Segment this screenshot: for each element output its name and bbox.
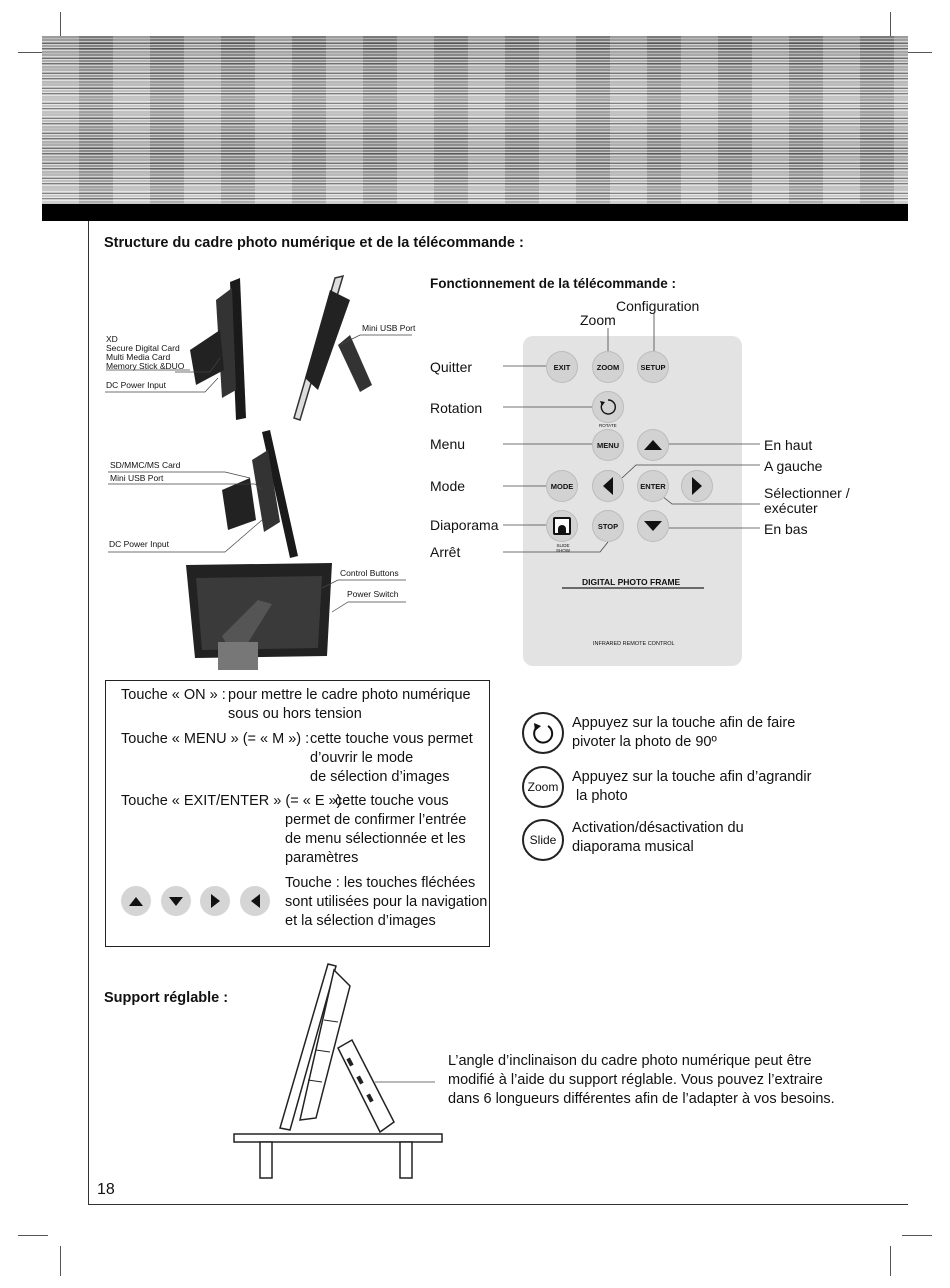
right-arrow-icon <box>211 894 220 908</box>
down-arrow-icon <box>644 521 662 531</box>
key-exit-label: Touche « EXIT/ENTER » (= « E ») : <box>121 793 350 809</box>
zoom-button[interactable]: ZOOM <box>592 351 624 383</box>
label-quitter: Quitter <box>430 359 473 375</box>
key-arrow-desc-2: sont utilisées pour la navigation <box>285 894 488 910</box>
label-zoom: Zoom <box>580 312 616 328</box>
label-en-bas: En bas <box>764 521 808 537</box>
label-configuration: Configuration <box>616 298 700 314</box>
label-rotation: Rotation <box>430 400 483 416</box>
support-heading: Support réglable : <box>104 990 229 1006</box>
up-button[interactable] <box>637 429 669 461</box>
rotate-note-1: Appuyez sur la touche afin de faire <box>572 715 796 731</box>
label-a-gauche: A gauche <box>764 458 823 474</box>
slide-note-2: diaporama musical <box>572 839 694 855</box>
label-mmc: Multi Media Card <box>106 352 171 362</box>
arrow-up-key <box>121 886 151 916</box>
key-exit-desc-1: cette touche vous <box>335 793 449 809</box>
label-sd: Secure Digital Card <box>106 343 180 353</box>
key-exit-desc-3: de menu sélectionnée et les <box>285 831 466 847</box>
zoom-note-2: la photo <box>572 788 628 804</box>
right-button[interactable] <box>681 470 713 502</box>
rotate-button[interactable] <box>592 391 624 423</box>
setup-button[interactable]: SETUP <box>637 351 669 383</box>
key-menu-label: Touche « MENU » (= « M ») : <box>121 731 310 747</box>
remote-brand: DIGITAL PHOTO FRAME <box>582 577 681 587</box>
label-dc-power-2: DC Power Input <box>109 539 169 549</box>
support-text-2: modifié à l’aide du support réglable. Vous pouvez l’extraire <box>448 1072 823 1088</box>
left-arrow-icon <box>603 477 613 495</box>
label-ms: Memory Stick &DUO <box>106 361 185 371</box>
stop-button[interactable]: STOP <box>592 510 624 542</box>
key-menu-desc-3: de sélection d’images <box>310 769 450 785</box>
key-exit-desc-2: permet de confirmer l’entrée <box>285 812 467 828</box>
key-exit-desc-4: paramètres <box>285 850 359 866</box>
down-arrow-icon <box>169 897 183 906</box>
slide-icon: Slide <box>522 819 564 861</box>
slideshow-small-label: SLIDE SHOW <box>556 543 570 553</box>
up-arrow-icon <box>644 440 662 450</box>
label-diaporama: Diaporama <box>430 517 499 533</box>
rotate-note-2: pivoter la photo de 90º <box>572 734 717 750</box>
remote-heading: Fonctionnement de la télécommande : <box>430 276 677 291</box>
label-executer: exécuter <box>764 500 818 516</box>
slideshow-icon <box>553 517 571 535</box>
label-mini-usb-1: Mini USB Port <box>362 323 416 333</box>
label-power-switch: Power Switch <box>347 589 399 599</box>
mode-button[interactable]: MODE <box>546 470 578 502</box>
rotate-icon <box>598 397 618 417</box>
slideshow-button[interactable] <box>546 510 578 542</box>
label-xd: XD <box>106 334 118 344</box>
key-arrow-desc-3: et la sélection d’images <box>285 913 436 929</box>
exit-button[interactable]: EXIT <box>546 351 578 383</box>
zoom-note-1: Appuyez sur la touche afin d’agrandir <box>572 769 812 785</box>
key-menu-desc-2: d’ouvrir le mode <box>310 750 414 766</box>
right-arrow-icon <box>692 477 702 495</box>
support-illustration <box>220 960 480 1180</box>
page-title: Structure du cadre photo numérique et de la télécommande : <box>104 235 524 251</box>
remote-ir-label: INFRARED REMOTE CONTROL <box>593 641 675 647</box>
rotate-icon <box>522 712 564 754</box>
down-button[interactable] <box>637 510 669 542</box>
key-on-desc-1: pour mettre le cadre photo numérique <box>228 687 471 703</box>
label-mini-usb-2: Mini USB Port <box>110 473 164 483</box>
label-dc-power-1: DC Power Input <box>106 380 166 390</box>
menu-button[interactable]: MENU <box>592 429 624 461</box>
left-button[interactable] <box>592 470 624 502</box>
up-arrow-icon <box>129 897 143 906</box>
left-arrow-icon <box>251 894 260 908</box>
label-selectionner: Sélectionner / <box>764 485 850 501</box>
key-arrow-desc-1: Touche : les touches fléchées <box>285 875 476 891</box>
slide-note-1: Activation/désactivation du <box>572 820 744 836</box>
label-sd-mmc-ms: SD/MMC/MS Card <box>110 460 181 470</box>
label-mode: Mode <box>430 478 466 494</box>
key-menu-desc-1: cette touche vous permet <box>310 731 473 747</box>
label-menu: Menu <box>430 436 466 452</box>
arrow-down-key <box>161 886 191 916</box>
label-control-buttons: Control Buttons <box>340 568 399 578</box>
rotate-small-label: ROTATE <box>599 423 617 428</box>
zoom-icon: Zoom <box>522 766 564 808</box>
label-arret: Arrêt <box>430 544 461 560</box>
support-text-3: dans 6 longueurs différentes afin de l’adapter à vos besoins. <box>448 1091 835 1107</box>
arrow-left-key <box>240 886 270 916</box>
label-en-haut: En haut <box>764 437 813 453</box>
page-number: 18 <box>97 1181 115 1198</box>
enter-button[interactable]: ENTER <box>637 470 669 502</box>
key-on-desc-2: sous ou hors tension <box>228 706 362 722</box>
support-text-1: L’angle d’inclinaison du cadre photo numérique peut être <box>448 1053 812 1069</box>
arrow-right-key <box>200 886 230 916</box>
key-on-label: Touche « ON » : <box>121 687 226 703</box>
